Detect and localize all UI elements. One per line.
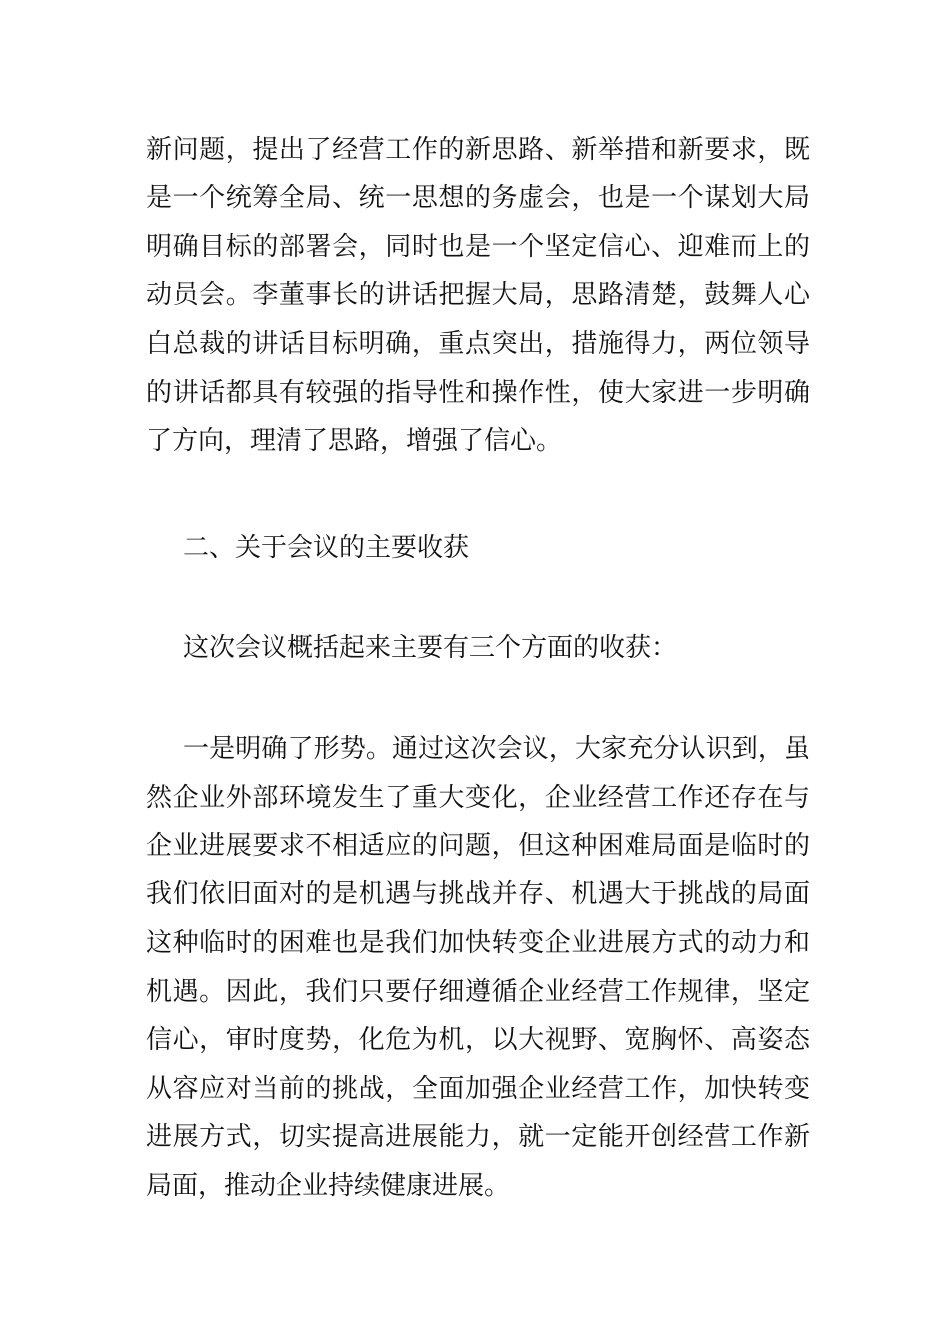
text-line: 动员会。李董事长的讲话把握大局，思路清楚，鼓舞人心 — [146, 280, 810, 310]
text-line: 企业进展要求不相适应的问题，但这种困难局面是临时的 — [146, 831, 810, 861]
text-line: 了方向，理清了思路，增强了信心。 — [146, 426, 563, 456]
text-line: 一是明确了形势。通过这次会议，大家充分认识到，虽 — [183, 734, 810, 764]
text-line: 这种临时的困难也是我们加快转变企业进展方式的动力和 — [146, 928, 810, 958]
text-line: 是一个统筹全局、统一思想的务虚会，也是一个谋划大局 — [146, 183, 810, 213]
text-line: 从容应对当前的挑战，全面加强企业经营工作，加快转变 — [146, 1074, 810, 1104]
intro-paragraph: 这次会议概括起来主要有三个方面的收获： — [183, 633, 678, 663]
text-line: 明确目标的部署会，同时也是一个坚定信心、迎难而上的 — [146, 232, 810, 262]
text-line: 的讲话都具有较强的指导性和操作性，使大家进一步明确 — [146, 378, 810, 408]
text-line: 信心，审时度势，化危为机，以大视野、宽胸怀、高姿态 — [146, 1025, 810, 1055]
text-line: 进展方式，切实提高进展能力，就一定能开创经营工作新 — [146, 1122, 810, 1152]
text-line: 白总裁的讲话目标明确，重点突出，措施得力，两位领导 — [146, 329, 810, 359]
text-line: 局面，推动企业持续健康进展。 — [146, 1171, 511, 1201]
text-line: 新问题，提出了经营工作的新思路、新举措和新要求，既 — [146, 135, 810, 165]
text-line: 机遇。因此，我们只要仔细遵循企业经营工作规律，坚定 — [146, 977, 810, 1007]
text-line: 然企业外部环境发生了重大变化，企业经营工作还存在与 — [146, 783, 810, 813]
section-heading: 二、关于会议的主要收获 — [183, 533, 470, 563]
text-line: 我们依旧面对的是机遇与挑战并存、机遇大于挑战的局面 — [146, 879, 810, 909]
